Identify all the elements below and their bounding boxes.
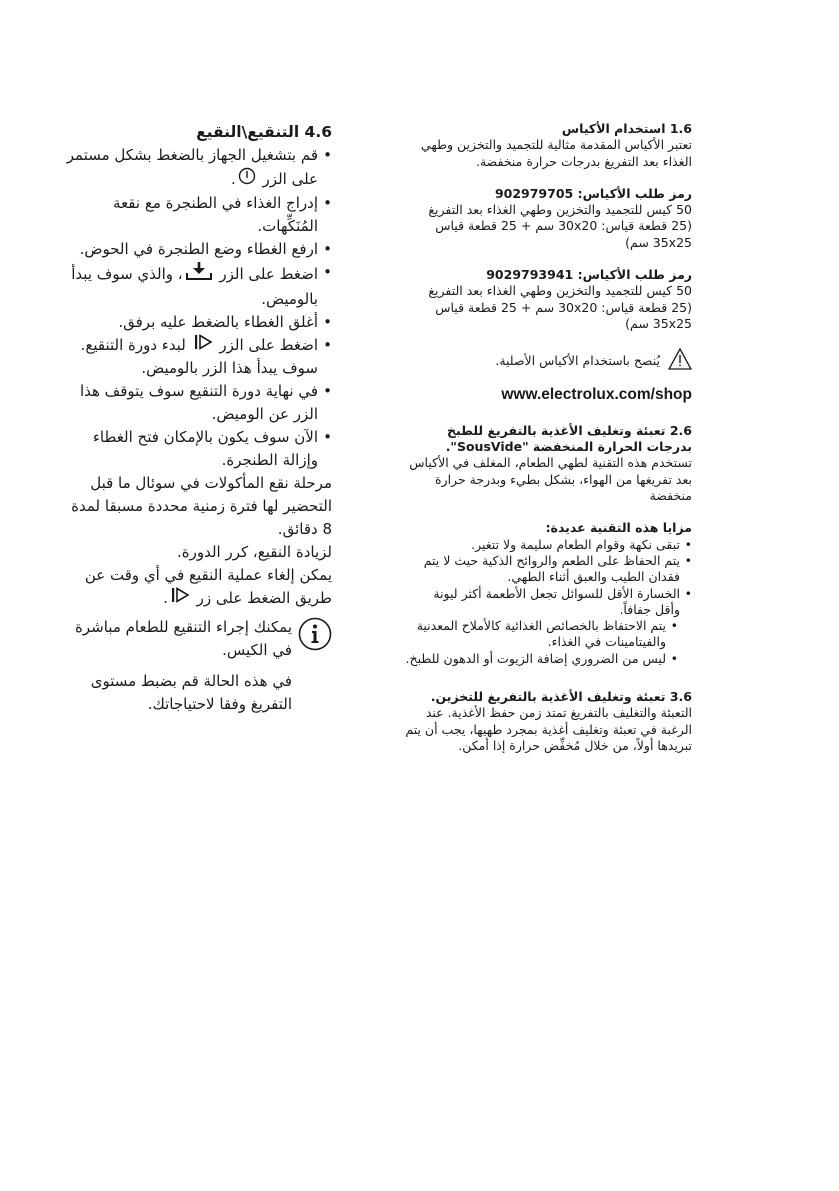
marinate-button-icon [193,334,213,357]
bags-body: تعتبر الأكياس المقدمة مثالية للتجميد والتخزين وطهي الغذاء بعد التفريغ بدرجات حرارة منخفضة. [420,137,692,169]
marinate-cancel: يمكن إلغاء عملية النقيع في أي وقت عن طريق الضغط على زر . [60,564,332,610]
storage-title: 3.6 تعبئة وتغليف الأغذية بالتفريغ للتخزين. [430,689,692,705]
list-item: • اضغط على الزر لبدء دورة التنقيع. سوف يبدأ هذا الزر بالوميض. [60,334,332,380]
list-item: • أغلق الغطاء بالضغط عليه برفق. [60,311,332,334]
list-item: • الآن سوف يكون بالإمكان فتح الغطاء وإزالة الطنجرة. [60,426,332,472]
order-code-2: رمز طلب الأكياس: 9029793941 [486,267,692,283]
list-item: • تبقى نكهة وقوام الطعام سليمة ولا تتغير. [405,537,692,553]
list-item: • ليس من الضروري إضافة الزيوت أو الدهون للطبخ. [405,651,678,667]
left-column [60,121,332,716]
marinate-repeat: لزيادة النقيع، كرر الدورة. [176,543,332,561]
bags-title: 1.6 استخدام الأكياس [561,121,692,136]
list-item: • ارفع الغطاء وضع الطنجرة في الحوض. [60,238,332,261]
list-item: • يتم الاحتفاظ بالخصائص الغذائية كالأملاح المعدنية والفيتامينات في الغذاء. [405,618,678,651]
sousvide-title: 2.6 تعبئة وتغليف الأغذية بالتفريغ للطبخ بدرجات الحرارة المنخفضة "SousVide". [445,422,692,455]
marinate-button-icon [170,587,190,610]
storage-body: التعبئة والتغليف بالتفريغ تمتد زمن حفظ الأغذية. عند الرغبة في تعبئة وتغليف أغذية بمجرد طهيها، يجب أن يتم تبريدها أولاً، من خلال مُخفِّض حرارة إذا أمكن. [405,705,692,753]
order-desc-2: 50 كيس للتجميد والتخزين وطهي الغذاء بعد التفريغ (25 قطعة قياس: 30x20 سم + 25 قطعة قياس 35x25 سم) [428,283,692,331]
warning-icon [668,348,692,374]
info-text-2: في هذه الحالة قم بضبط مستوى التفريغ وفقا لاحتياجاتك. [90,672,292,713]
benefits-title: مزايا هذه التقنية عديدة: [545,520,692,536]
benefits-list [405,537,692,667]
list-item: • إدراج الغذاء في الطنجرة مع نقعة المُنَكِّهات. [60,192,332,238]
vacuum-button-icon [185,261,213,288]
warning-note [405,348,692,374]
info-text-1: يمكنك إجراء التنقيع للطعام مباشرة في الكيس. [75,618,292,659]
order-desc-1: 50 كيس للتجميد والتخزين وطهي الغذاء بعد التفريغ (25 قطعة قياس: 30x20 سم + 25 قطعة قياس 35x25 سم) [428,202,692,250]
marinate-duration: مرحلة نقع المأكولات في سوئال ما قبل التحضير لها فترة زمنية محددة مسبقا لمدة 8 دقائق. [71,474,332,538]
list-item: • قم بتشغيل الجهاز بالضغط بشكل مستمر على الزر . [60,144,332,192]
order-code-1: رمز طلب الأكياس: 902979705 [494,185,692,201]
list-item: • في نهاية دورة التنقيع سوف يتوقف هذا الزر عن الوميض. [60,380,332,426]
list-item: • الخسارة الأقل للسوائل تجعل الأطعمة أكثر ليونة وأقل جفافاً. [405,586,692,619]
sousvide-body: تستخدم هذه التقنية لطهي الطعام، المغلف في الأكياس بعد تفريغها من الهواء، بشكل بطيء وبدرجة حرارة منخفضة [409,455,692,504]
info-icon [298,617,332,658]
warning-text: يُنصح باستخدام الأكياس الأصلية. [495,353,660,369]
list-item: • اضغط على الزر ، والذي سوف يبدأ بالوميض. [60,261,332,311]
marinate-steps [60,144,332,472]
right-column [405,121,692,754]
info-note [60,616,332,716]
marinate-title: 4.6 التنقيع\النقيع [196,123,332,141]
list-item: • يتم الحفاظ على الطعم والروائح الذكية حيث لا يتم فقدان الطيب والعبق أثناء الطهي. [405,553,692,586]
power-button-icon [238,167,256,192]
shop-url[interactable]: www.electrolux.com/shop [501,385,692,403]
